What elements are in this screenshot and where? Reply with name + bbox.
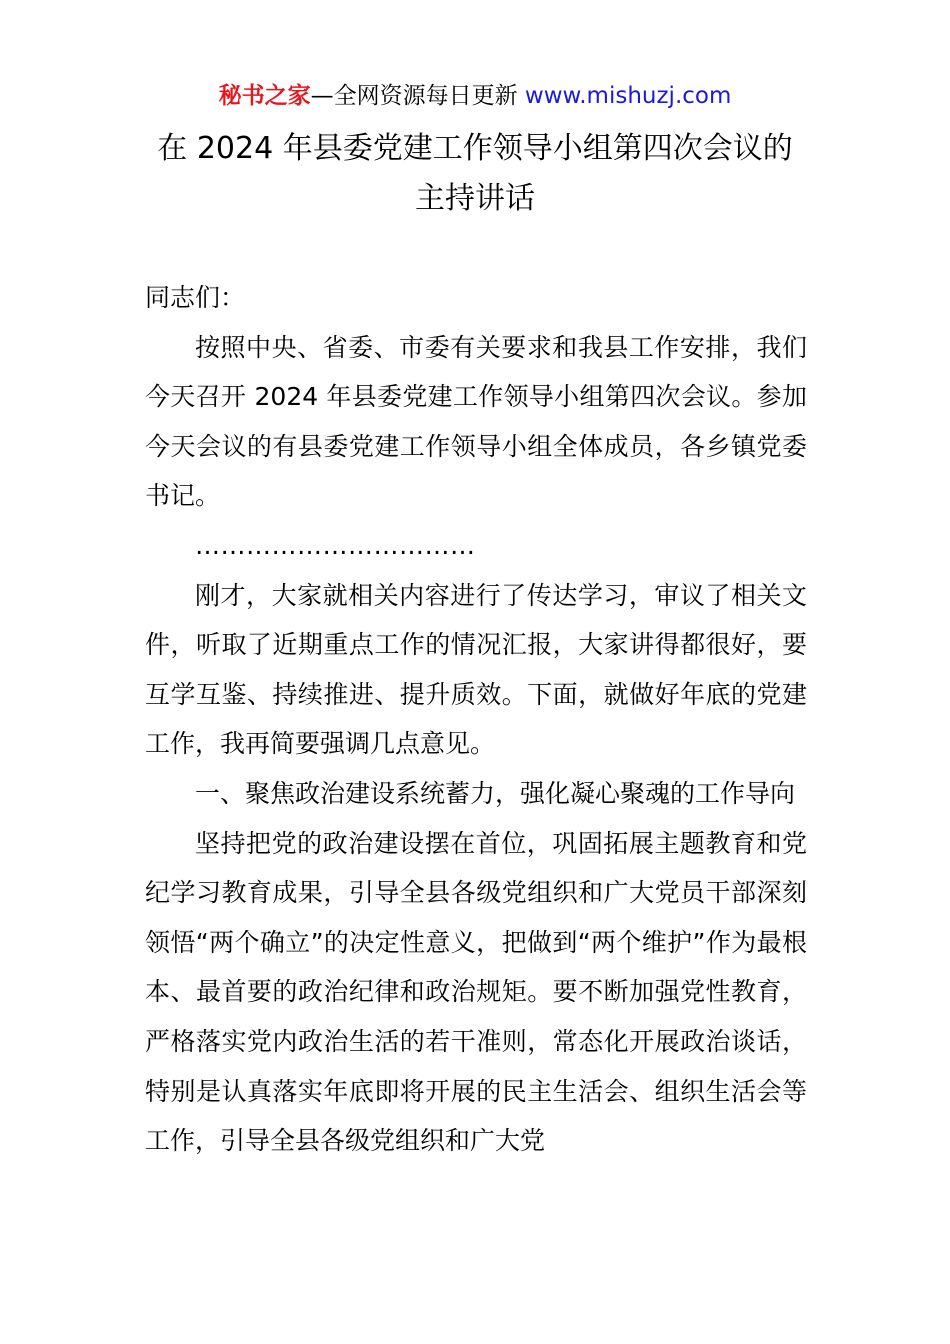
paragraph-2: 刚才，大家就相关内容进行了传达学习，审议了相关文件，听取了近期重点工作的情况汇报，大家讲得都很好，要互学互鉴、持续推进、提升质效。下面，就做好年底的党建工作，我再简要强调几点意见。: [145, 580, 807, 759]
document-body: [145, 273, 807, 1166]
site-url-link[interactable]: www.mishuzj.com: [524, 83, 732, 109]
salutation: 同志们：: [145, 283, 246, 312]
header-tagline: —全网资源每日更新: [310, 83, 525, 109]
title-line-1: 在 2024 年县委党建工作领导小组第四次会议的: [157, 131, 793, 166]
paragraph-3: 坚持把党的政治建设摆在首位，巩固拓展主题教育和党纪学习教育成果，引导全县各级党组织和广大党员干部深刻领悟“两个确立”的决定性意义，把做到“两个维护”作为最根本、最首要的政治纪律和政治规矩。要不断加强党性教育，严格落实党内政治生活的若干准则，常态化开展政治谈话，特别是认真落实年底即将开展的民主生活会、组织生活会等工作，引导全县各级党组织和广大党: [145, 828, 807, 1156]
site-header: [0, 80, 950, 112]
ellipsis-line: ……………………………: [195, 530, 476, 560]
brand-name: 秘书之家: [218, 83, 311, 109]
paragraph-1: 按照中央、省委、市委有关要求和我县工作安排，我们今天召开 2024 年县委党建工作领导小组第四次会议。参加今天会议的有县委党建工作领导小组全体成员，各乡镇党委书记。: [145, 332, 807, 511]
document-title: [120, 124, 830, 224]
title-line-2: 主持讲话: [415, 181, 535, 216]
section-heading-1: 一、聚焦政治建设系统蓄力，强化凝心聚魂的工作导向: [195, 778, 796, 808]
